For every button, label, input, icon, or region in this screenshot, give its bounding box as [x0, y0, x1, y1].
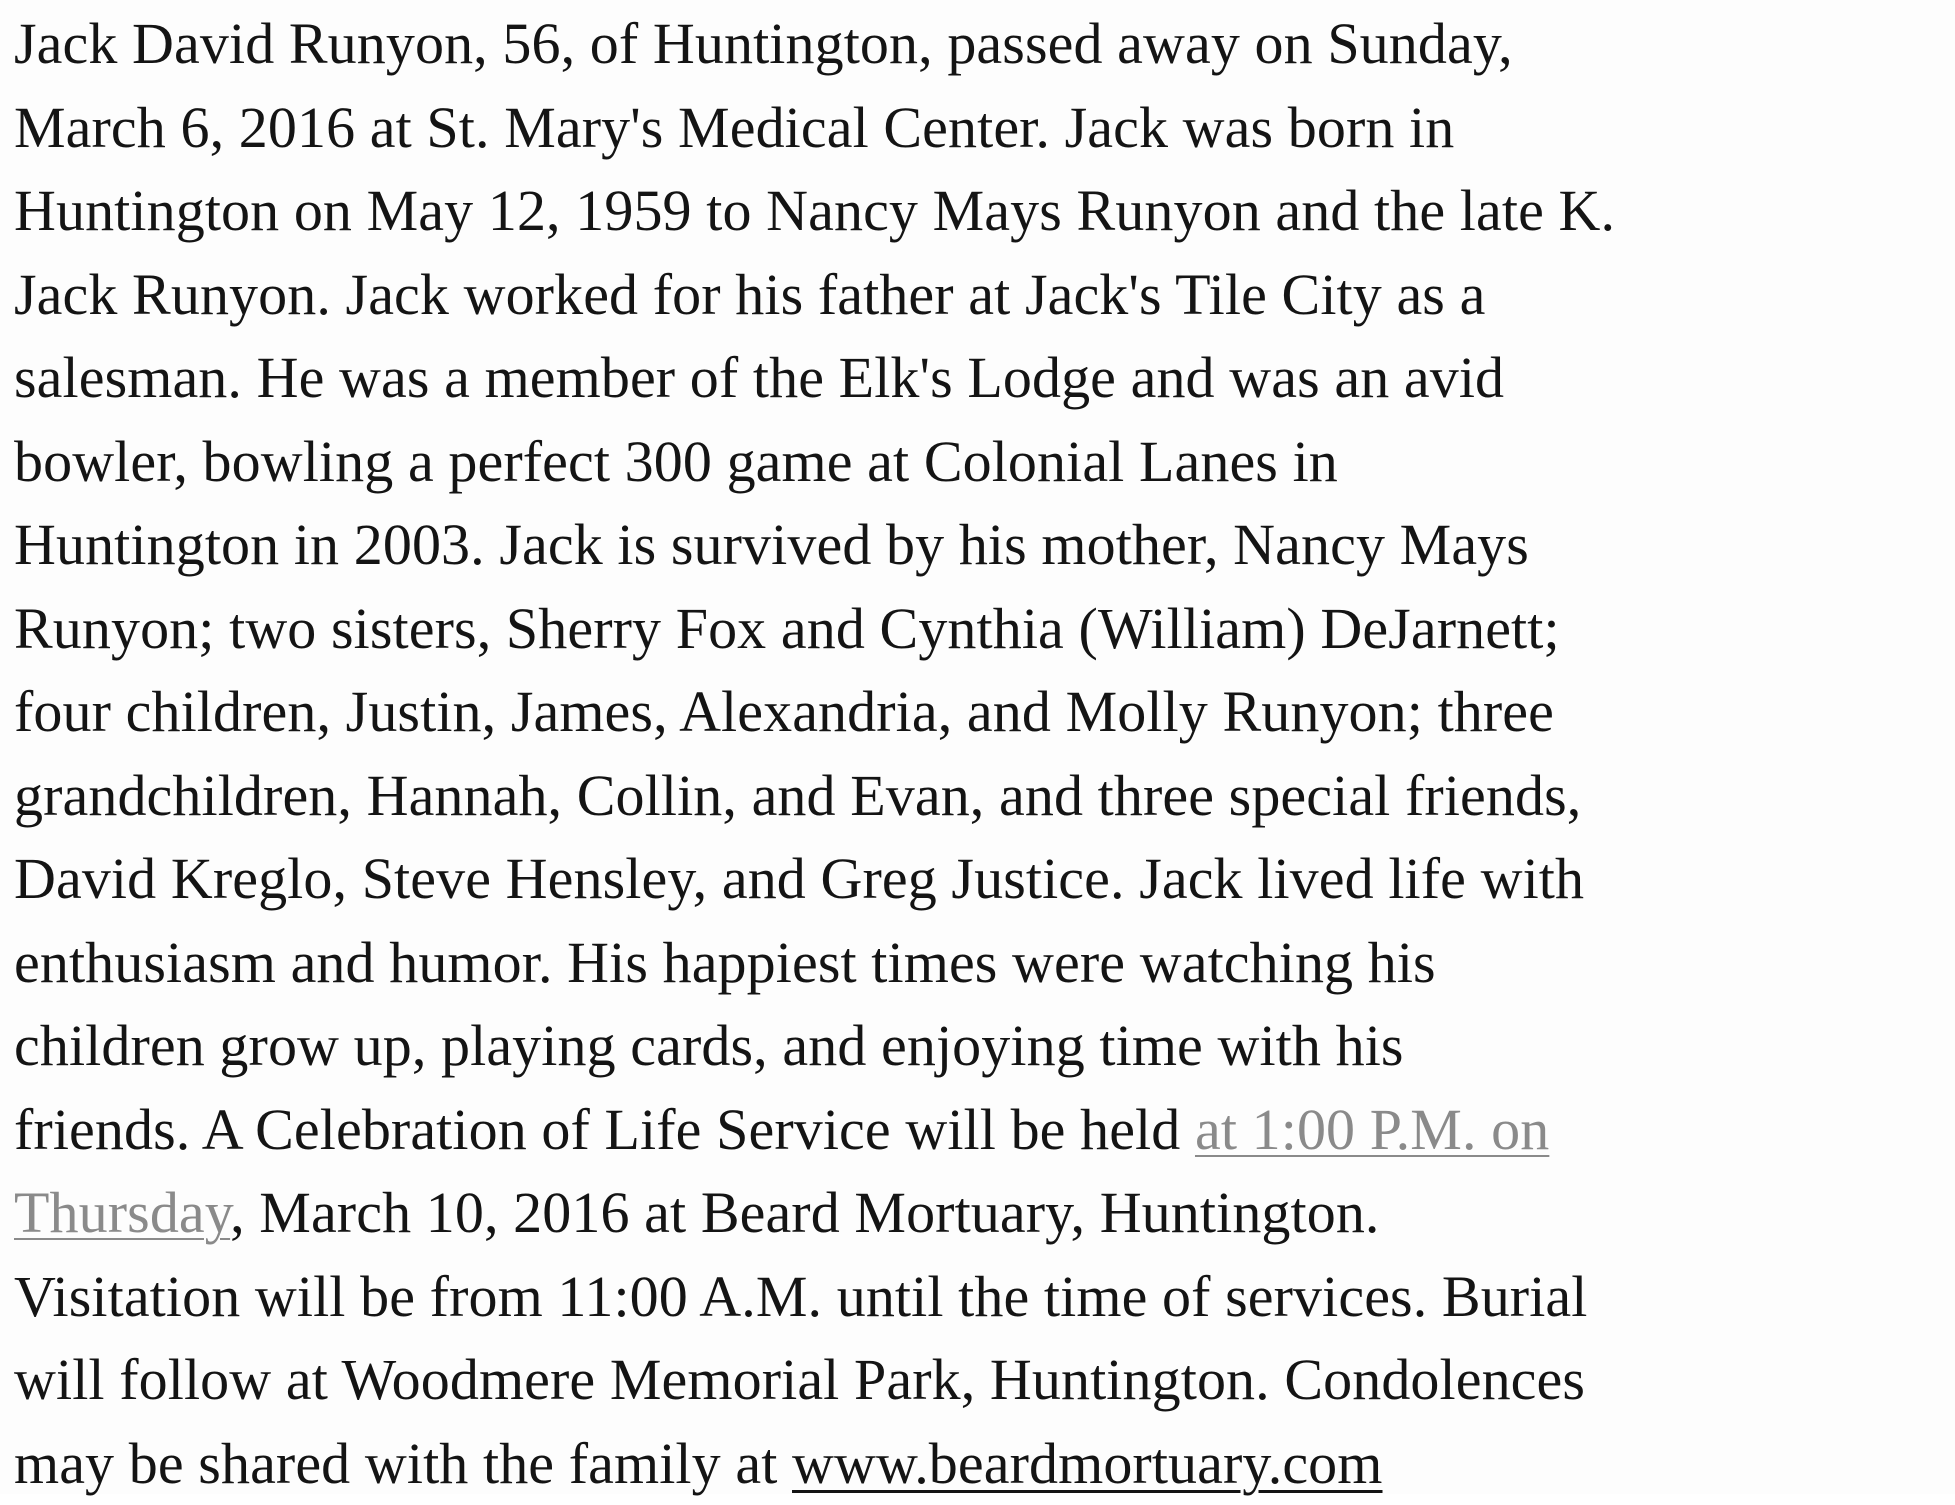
text-line-12: enthusiasm and humor. His happiest times were watching his: [14, 921, 1949, 1005]
text-line-13: children grow up, playing cards, and enjoying time with his: [14, 1004, 1949, 1088]
text-line-2: March 6, 2016 at St. Mary's Medical Center. Jack was born in: [14, 86, 1949, 170]
text-line-14: [14, 1088, 1949, 1172]
text-line-18-start: may be shared with the family at: [14, 1431, 792, 1496]
text-line-17: will follow at Woodmere Memorial Park, Huntington. Condolences: [14, 1338, 1949, 1422]
text-line-16: Visitation will be from 11:00 A.M. until the time of services. Burial: [14, 1255, 1949, 1339]
text-line-10: grandchildren, Hannah, Collin, and Evan, and three special friends,: [14, 754, 1949, 838]
text-line-18: [14, 1422, 1949, 1505]
text-line-9: four children, Justin, James, Alexandria, and Molly Runyon; three: [14, 670, 1949, 754]
text-line-5: salesman. He was a member of the Elk's Lodge and was an avid: [14, 336, 1949, 420]
text-line-4: Jack Runyon. Jack worked for his father at Jack's Tile City as a: [14, 253, 1949, 337]
text-line-11: David Kreglo, Steve Hensley, and Greg Justice. Jack lived life with: [14, 837, 1949, 921]
mortuary-website-link[interactable]: www.beardmortuary.com: [792, 1431, 1382, 1496]
text-line-1: Jack David Runyon, 56, of Huntington, passed away on Sunday,: [14, 2, 1949, 86]
service-day-link[interactable]: Thursday: [14, 1180, 230, 1245]
text-line-14-start: friends. A Celebration of Life Service will be held: [14, 1097, 1195, 1162]
text-line-6: bowler, bowling a perfect 300 game at Colonial Lanes in: [14, 420, 1949, 504]
obituary-text: [14, 2, 1949, 1505]
text-line-15: [14, 1171, 1949, 1255]
text-line-8: Runyon; two sisters, Sherry Fox and Cynthia (William) DeJarnett;: [14, 587, 1949, 671]
text-line-15-end: , March 10, 2016 at Beard Mortuary, Huntington.: [230, 1180, 1379, 1245]
service-time-link[interactable]: at 1:00 P.M. on: [1195, 1097, 1549, 1162]
text-line-7: Huntington in 2003. Jack is survived by his mother, Nancy Mays: [14, 503, 1949, 587]
text-line-3: Huntington on May 12, 1959 to Nancy Mays Runyon and the late K.: [14, 169, 1949, 253]
